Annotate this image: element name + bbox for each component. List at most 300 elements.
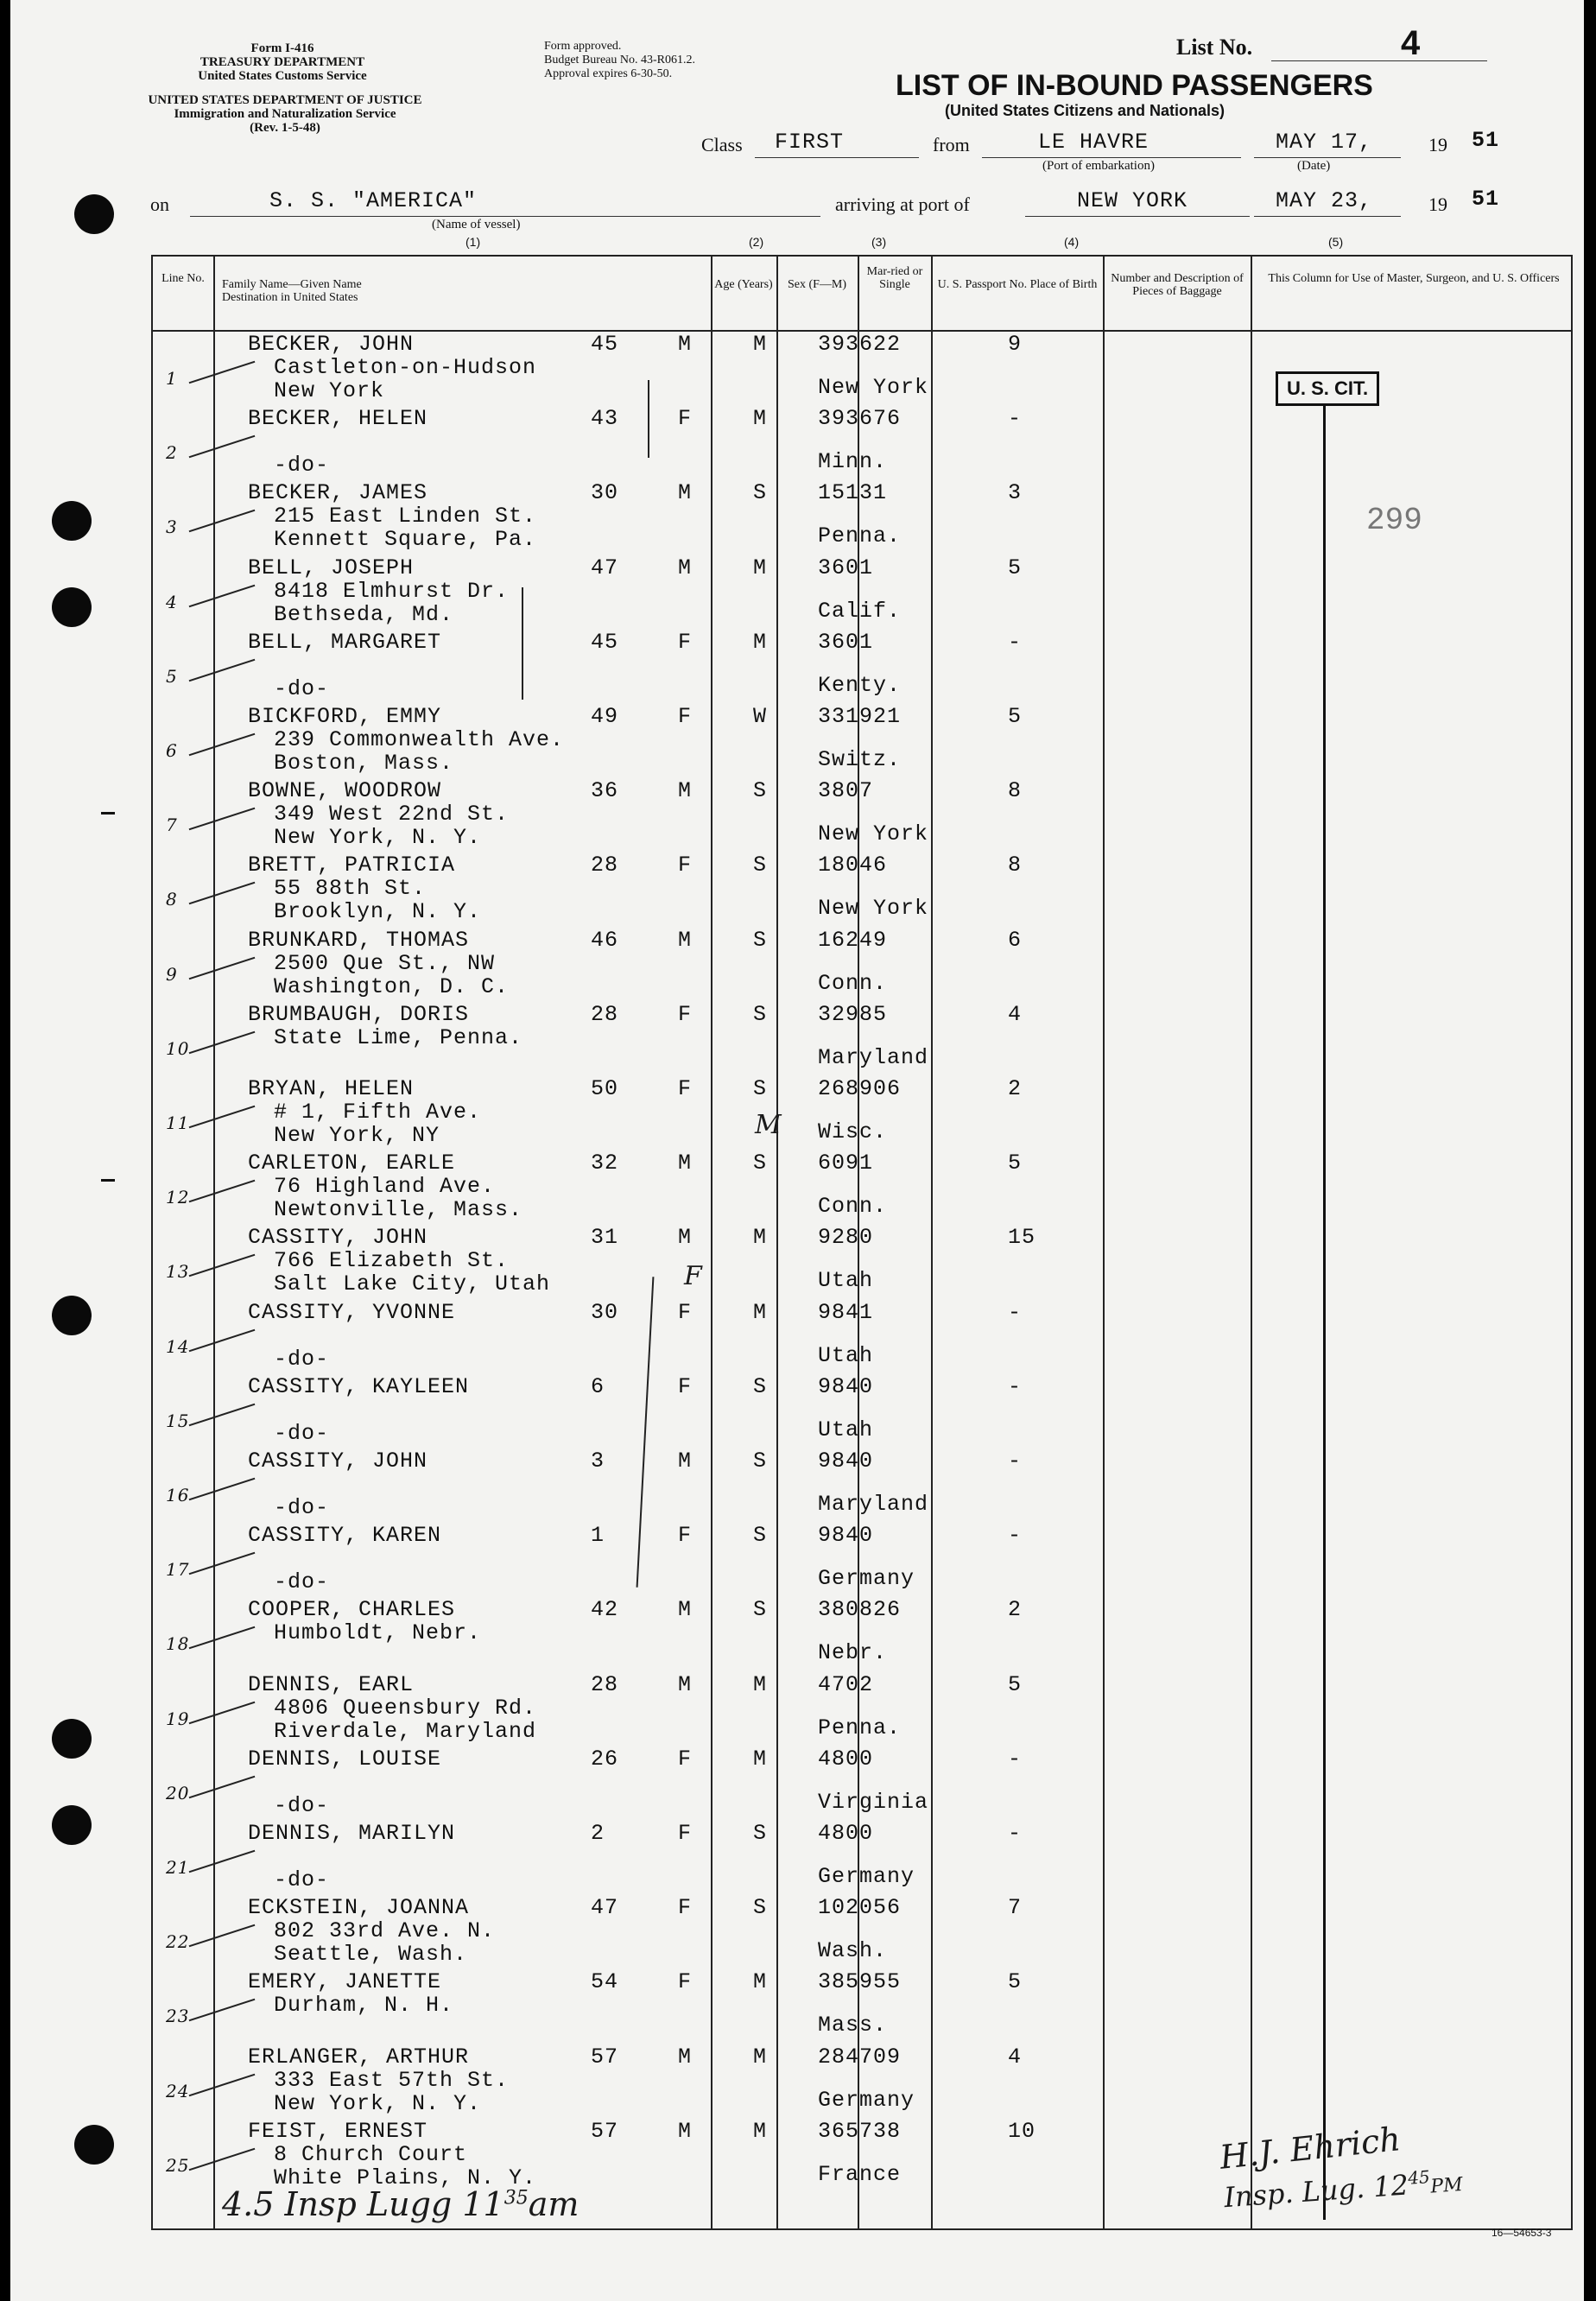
passenger-address-2: -do-	[274, 1420, 330, 1446]
baggage-count: 8	[1008, 853, 1023, 878]
baggage-count: -	[1008, 1448, 1023, 1474]
passenger-name: BELL, MARGARET	[248, 629, 442, 655]
punch-hole	[52, 1719, 92, 1759]
passenger-name: BECKER, HELEN	[248, 406, 428, 432]
passenger-sex: F	[678, 1523, 693, 1549]
vessel-caption: (Name of vessel)	[432, 218, 521, 231]
punch-hole	[52, 501, 92, 541]
passenger-marital-status: S	[753, 853, 768, 878]
passenger-sex: M	[678, 778, 693, 804]
vessel-name: S. S. "AMERICA"	[269, 188, 478, 213]
birth-place: Kenty.	[818, 672, 902, 698]
passenger-marital-status: M	[753, 1746, 768, 1772]
passenger-marital-status: S	[753, 1895, 768, 1921]
class-label: Class	[701, 134, 743, 155]
passenger-age: 2	[591, 1821, 605, 1846]
colnum-5: (5)	[1328, 235, 1344, 249]
passport-number: 9840	[818, 1523, 874, 1549]
passenger-address-2: New York	[274, 378, 385, 403]
birth-place: Calif.	[818, 598, 902, 624]
baggage-count: -	[1008, 406, 1023, 432]
passenger-address-1: 239 Commonwealth Ave.	[274, 727, 565, 752]
passport-number: 102056	[818, 1895, 902, 1921]
passenger-address-1: Durham, N. H.	[274, 1993, 454, 2019]
passenger-address-2: Seattle, Wash.	[274, 1942, 468, 1968]
passenger-age: 32	[591, 1150, 619, 1176]
passenger-age: 30	[591, 1299, 619, 1325]
passenger-name: COOPER, CHARLES	[248, 1597, 456, 1623]
passenger-age: 36	[591, 778, 619, 804]
passenger-address-1: 76 Highland Ave.	[274, 1174, 496, 1200]
page-subtitle: (United States Citizens and Nationals)	[945, 102, 1226, 119]
passport-number: 15131	[818, 480, 888, 506]
passenger-sex: M	[678, 927, 693, 953]
approval-expires: Approval expires 6-30-50.	[544, 67, 673, 80]
bottom-note-text: 4.5 Insp Lugg 11	[222, 2185, 504, 2223]
from-label: from	[933, 134, 970, 155]
passport-number: 393676	[818, 406, 902, 432]
passenger-name: BRUNKARD, THOMAS	[248, 927, 470, 953]
passenger-address-2: -do-	[274, 1867, 330, 1892]
passenger-address-1: 4806 Queensbury Rd.	[274, 1695, 537, 1721]
birth-place: Wash.	[818, 1938, 888, 1964]
passenger-marital-status: S	[753, 480, 768, 506]
passenger-age: 28	[591, 1671, 619, 1697]
passenger-address-2: Boston, Mass.	[274, 751, 454, 776]
passenger-age: 28	[591, 853, 619, 878]
punch-hole	[52, 1296, 92, 1335]
passenger-name: CASSITY, KAREN	[248, 1523, 442, 1549]
budget-bureau: Budget Bureau No. 43-R061.2.	[544, 54, 695, 67]
birth-place: Wisc.	[818, 1119, 888, 1144]
passenger-name: DENNIS, MARILYN	[248, 1821, 456, 1846]
passenger-age: 46	[591, 927, 619, 953]
passport-number: 4702	[818, 1671, 874, 1697]
punch-hole	[52, 587, 92, 627]
passenger-sex: M	[678, 480, 693, 506]
birth-place: Conn.	[818, 1194, 888, 1220]
birth-place: Nebr.	[818, 1640, 888, 1666]
passport-number: 9841	[818, 1299, 874, 1325]
passenger-name: CASSITY, JOHN	[248, 1448, 428, 1474]
colnum-1: (1)	[466, 235, 481, 249]
bottom-note-minutes: 35	[504, 2187, 529, 2209]
passenger-age: 45	[591, 629, 619, 655]
passport-number: 331921	[818, 704, 902, 729]
passenger-sex: F	[678, 1821, 693, 1846]
vessel-line	[190, 216, 820, 217]
passenger-age: 26	[591, 1746, 619, 1772]
passenger-name: ERLANGER, ARTHUR	[248, 2044, 470, 2070]
on-label: on	[150, 193, 169, 215]
line-number: 25	[166, 2154, 190, 2176]
passenger-address-1: 8 Church Court	[274, 2141, 468, 2167]
passenger-sex: F	[678, 1373, 693, 1399]
passenger-name: BICKFORD, EMMY	[248, 704, 442, 729]
baggage-count: 5	[1008, 704, 1023, 729]
passenger-sex: F	[678, 1076, 693, 1101]
passenger-age: 28	[591, 1001, 619, 1027]
hw-bracket	[522, 587, 523, 700]
baggage-count: 15	[1008, 1225, 1036, 1251]
line-number: 21	[166, 1857, 190, 1878]
baggage-count: -	[1008, 1373, 1023, 1399]
embark-year: 51	[1472, 128, 1500, 153]
passport-number: 4800	[818, 1746, 874, 1772]
passenger-age: 43	[591, 406, 619, 432]
us-citizen-stamp: U. S. CIT.	[1276, 371, 1379, 406]
line-number: 7	[166, 815, 178, 836]
passport-number: 16249	[818, 927, 888, 953]
passenger-age: 57	[591, 2118, 619, 2144]
passenger-sex: F	[678, 1746, 693, 1772]
passport-number: 6091	[818, 1150, 874, 1176]
passenger-sex: F	[678, 1299, 693, 1325]
passenger-age: 1	[591, 1523, 605, 1549]
col-divider	[931, 257, 933, 2228]
baggage-count: 7	[1008, 1895, 1023, 1921]
passport-number: 32985	[818, 1001, 888, 1027]
passenger-address-1: Castleton-on-Hudson	[274, 355, 537, 380]
passenger-sex: M	[678, 1597, 693, 1623]
passenger-marital-status: M	[753, 629, 768, 655]
passenger-address-2: -do-	[274, 675, 330, 701]
page-title: LIST OF IN-BOUND PASSENGERS	[896, 69, 1373, 102]
passenger-name: ECKSTEIN, JOANNA	[248, 1895, 470, 1921]
passenger-sex: F	[678, 853, 693, 878]
passport-number: 268906	[818, 1076, 902, 1101]
col-divider	[1103, 257, 1105, 2228]
form-approved: Form approved.	[544, 40, 622, 53]
arrival-date: MAY 23,	[1276, 188, 1373, 213]
passenger-marital-status: S	[753, 1373, 768, 1399]
embark-date-line	[1254, 157, 1401, 158]
passenger-address-2: -do-	[274, 1569, 330, 1595]
list-no-line	[1271, 60, 1487, 61]
passenger-age: 3	[591, 1448, 605, 1474]
passenger-sex: F	[678, 1895, 693, 1921]
baggage-count: 5	[1008, 1150, 1023, 1176]
line-number: 23	[166, 2006, 190, 2027]
passport-number: 393622	[818, 332, 902, 357]
arrival-year: 51	[1472, 187, 1500, 212]
passenger-sex: F	[678, 704, 693, 729]
passenger-marital-status: S	[753, 1150, 768, 1176]
hw-inspector-signature: H.J. Ehrich	[1218, 2120, 1403, 2177]
passenger-address-1: 333 East 57th St.	[274, 2067, 510, 2093]
passenger-age: 50	[591, 1076, 619, 1101]
inspector-time-text: Insp. Lug. 12	[1223, 2168, 1410, 2215]
passenger-sex: M	[678, 555, 693, 580]
baggage-count: 10	[1008, 2118, 1036, 2144]
margin-tick	[101, 1179, 115, 1182]
embark-date: MAY 17,	[1276, 130, 1373, 155]
passport-number: 9280	[818, 1225, 874, 1251]
passport-number: 284709	[818, 2044, 902, 2070]
line-number: 12	[166, 1187, 190, 1208]
col-header-officers: This Column for Use of Master, Surgeon, and U. S. Officers	[1268, 272, 1560, 285]
line-number: 9	[166, 963, 178, 985]
passenger-name: EMERY, JANETTE	[248, 1969, 442, 1995]
baggage-count: -	[1008, 1821, 1023, 1846]
birth-place: Germany	[818, 2087, 915, 2113]
passenger-address-1: 349 West 22nd St.	[274, 802, 510, 827]
baggage-count: -	[1008, 1523, 1023, 1549]
line-number: 18	[166, 1633, 190, 1655]
birth-place: Virginia	[818, 1789, 929, 1815]
birth-place: New York	[818, 375, 929, 400]
passenger-address-2: -do-	[274, 453, 330, 479]
passenger-name: CASSITY, KAYLEEN	[248, 1373, 470, 1399]
passenger-address-2: Newtonville, Mass.	[274, 1197, 523, 1223]
col-divider	[711, 257, 712, 2228]
birth-place: France	[818, 2161, 902, 2187]
passenger-marital-status: W	[753, 704, 768, 729]
passenger-age: 47	[591, 555, 619, 580]
hw-sex-correction: F	[684, 1261, 702, 1291]
passenger-address-2: Kennett Square, Pa.	[274, 527, 537, 553]
colnum-4: (4)	[1064, 235, 1080, 249]
line-number: 15	[166, 1410, 190, 1431]
col-divider	[213, 257, 215, 2228]
form-header-agencies	[140, 41, 425, 83]
passenger-address-2: White Plains, N. Y.	[274, 2165, 537, 2190]
year-prefix: 19	[1428, 134, 1447, 155]
passenger-marital-status: S	[753, 1523, 768, 1549]
passenger-address-2: New York, N. Y.	[274, 825, 482, 851]
passport-number: 9840	[818, 1448, 874, 1474]
passport-number: 18046	[818, 853, 888, 878]
date-caption: (Date)	[1297, 159, 1331, 173]
passenger-name: BRETT, PATRICIA	[248, 853, 456, 878]
passenger-marital-status: M	[753, 406, 768, 432]
birth-place: Switz.	[818, 747, 902, 772]
class-line	[755, 157, 919, 158]
passenger-marital-status: S	[753, 1821, 768, 1846]
col-divider	[776, 257, 778, 2228]
passenger-marital-status: M	[753, 2118, 768, 2144]
passenger-marital-status: M	[753, 332, 768, 357]
passenger-address-1: 2500 Que St., NW	[274, 950, 496, 976]
passenger-sex: M	[678, 1671, 693, 1697]
col-header-passport: U. S. Passport No. Place of Birth	[937, 278, 1098, 291]
punch-hole	[74, 2125, 114, 2165]
passenger-address-1: 802 33rd Ave. N.	[274, 1918, 496, 1944]
form-number: Form I-416	[250, 41, 314, 55]
margin-tick	[101, 812, 115, 815]
line-number: 4	[166, 591, 178, 612]
line-number: 2	[166, 442, 178, 464]
birth-place: Germany	[818, 1566, 915, 1592]
passenger-address-2: Bethseda, Md.	[274, 601, 454, 627]
passenger-name: CASSITY, YVONNE	[248, 1299, 456, 1325]
passenger-name: DENNIS, EARL	[248, 1671, 415, 1697]
passport-number: 380826	[818, 1597, 902, 1623]
from-value: LE HAVRE	[1038, 130, 1150, 155]
baggage-count: 6	[1008, 927, 1023, 953]
passenger-address-2: -do-	[274, 1792, 330, 1818]
line-number: 19	[166, 1708, 190, 1729]
passenger-address-1: 55 88th St.	[274, 876, 427, 902]
treasury-dept: TREASURY DEPARTMENT	[200, 55, 365, 69]
line-number: 24	[166, 2080, 190, 2101]
col-header-line: Line No.	[162, 272, 205, 285]
birth-place: New York	[818, 821, 929, 847]
passenger-age: 6	[591, 1373, 605, 1399]
year-prefix-2: 19	[1428, 193, 1447, 215]
passenger-name: BRYAN, HELEN	[248, 1076, 415, 1101]
passenger-age: 49	[591, 704, 619, 729]
passenger-marital-status: S	[753, 1597, 768, 1623]
passenger-name: DENNIS, LOUISE	[248, 1746, 442, 1772]
bottom-note-suffix: am	[528, 2185, 580, 2223]
passenger-sex: F	[678, 629, 693, 655]
passenger-age: 45	[591, 332, 619, 357]
class-value: FIRST	[775, 130, 845, 155]
passenger-address-1: Humboldt, Nebr.	[274, 1620, 482, 1646]
baggage-count: 5	[1008, 555, 1023, 580]
stamp-number: 299	[1366, 503, 1422, 538]
passenger-name: BOWNE, WOODROW	[248, 778, 442, 804]
arriving-label: arriving at port of	[835, 193, 970, 215]
baggage-count: 3	[1008, 480, 1023, 506]
baggage-count: 5	[1008, 1969, 1023, 1995]
passenger-address-2: -do-	[274, 1495, 330, 1520]
passenger-name: BECKER, JAMES	[248, 480, 428, 506]
passport-number: 365738	[818, 2118, 902, 2144]
passenger-sex: F	[678, 1969, 693, 1995]
passenger-marital-status: S	[753, 1448, 768, 1474]
line-number: 14	[166, 1335, 190, 1357]
passport-number: 9840	[818, 1373, 874, 1399]
passenger-name: FEIST, ERNEST	[248, 2118, 428, 2144]
passenger-sex: M	[678, 2044, 693, 2070]
passenger-address-2: -do-	[274, 1346, 330, 1372]
passenger-sex: M	[678, 1225, 693, 1251]
line-number: 20	[166, 1782, 190, 1803]
passenger-age: 31	[591, 1225, 619, 1251]
list-no-value: 4	[1401, 24, 1421, 62]
justice-dept: UNITED STATES DEPARTMENT OF JUSTICE	[148, 93, 422, 107]
passenger-address-2: New York, N. Y.	[274, 2090, 482, 2116]
passenger-marital-status: M	[753, 1225, 768, 1251]
passenger-sex: M	[678, 1150, 693, 1176]
document-page	[10, 0, 1584, 2301]
birth-place: Conn.	[818, 970, 888, 996]
birth-place: Maryland	[818, 1044, 929, 1070]
footer-code: 16—54653-3	[1492, 2227, 1552, 2239]
colnum-3: (3)	[871, 235, 887, 249]
col-header-sex: Sex (F—M)	[787, 278, 847, 291]
passenger-name: BELL, JOSEPH	[248, 555, 415, 580]
passenger-address-2: Riverdale, Maryland	[274, 1718, 537, 1744]
line-number: 17	[166, 1559, 190, 1581]
passenger-name: BRUMBAUGH, DORIS	[248, 1001, 470, 1027]
passenger-address-1: # 1, Fifth Ave.	[274, 1100, 482, 1125]
line-number: 3	[166, 517, 178, 538]
line-number: 13	[166, 1261, 190, 1283]
col-header-married: Mar-ried or Single	[866, 265, 923, 291]
passenger-address-2: Brooklyn, N. Y.	[274, 899, 482, 925]
passport-number: 4800	[818, 1821, 874, 1846]
birth-place: Utah	[818, 1268, 874, 1294]
birth-place: Penna.	[818, 1715, 902, 1740]
passenger-address-1: 215 East Linden St.	[274, 504, 537, 529]
birth-place: Mass.	[818, 2013, 888, 2038]
colnum-2: (2)	[749, 235, 764, 249]
passenger-marital-status: S	[753, 1076, 768, 1101]
passport-number: 3601	[818, 555, 874, 580]
line-number: 22	[166, 1931, 190, 1953]
customs-service: United States Customs Service	[198, 69, 367, 83]
baggage-count: -	[1008, 1746, 1023, 1772]
passenger-address-2: New York, NY	[274, 1123, 440, 1148]
from-line	[982, 157, 1241, 158]
line-number: 1	[166, 368, 178, 389]
arrival-port: NEW YORK	[1077, 188, 1188, 213]
passport-number: 3807	[818, 778, 874, 804]
baggage-count: 2	[1008, 1076, 1023, 1101]
birth-place: Maryland	[818, 1492, 929, 1517]
passport-number: 3601	[818, 629, 874, 655]
line-number: 5	[166, 665, 178, 687]
line-number: 6	[166, 740, 178, 761]
passenger-address-1: State Lime, Penna.	[274, 1024, 523, 1050]
passenger-name: BECKER, JOHN	[248, 332, 415, 357]
list-no-label: List No.	[1176, 35, 1253, 60]
line-number: 16	[166, 1485, 190, 1505]
line-number: 11	[166, 1112, 190, 1133]
birth-place: Minn.	[818, 449, 888, 475]
stamp-leader-line	[1323, 406, 1326, 2220]
punch-hole	[52, 1805, 92, 1845]
passenger-sex: M	[678, 332, 693, 357]
passenger-address-1: 766 Elizabeth St.	[274, 1248, 510, 1274]
col-header-name: Family Name—Given Name Destination in United States	[222, 278, 362, 304]
col-header-age: Age (Years)	[714, 278, 773, 291]
passenger-address-2: Washington, D. C.	[274, 973, 510, 999]
arrival-port-line	[1025, 216, 1250, 217]
col-divider	[1251, 257, 1252, 2228]
passenger-marital-status: S	[753, 927, 768, 953]
arrival-date-line	[1254, 216, 1401, 217]
passenger-marital-status: M	[753, 1969, 768, 1995]
hw-marital-correction: M	[755, 1110, 782, 1140]
passenger-sex: F	[678, 1001, 693, 1027]
baggage-count: -	[1008, 1299, 1023, 1325]
inspector-time-suffix: PM	[1429, 2174, 1464, 2198]
baggage-count: 2	[1008, 1597, 1023, 1623]
port-embarkation-caption: (Port of embarkation)	[1042, 159, 1155, 173]
hw-bottom-note	[222, 2185, 579, 2223]
passenger-age: 47	[591, 1895, 619, 1921]
passenger-sex: F	[678, 406, 693, 432]
hw-bracket	[648, 380, 649, 458]
passenger-age: 30	[591, 480, 619, 506]
passenger-name: CASSITY, JOHN	[248, 1225, 428, 1251]
birth-place: Utah	[818, 1417, 874, 1442]
baggage-count: 9	[1008, 332, 1023, 357]
passport-number: 385955	[818, 1969, 902, 1995]
baggage-count: 4	[1008, 2044, 1023, 2070]
passenger-address-2: Salt Lake City, Utah	[274, 1271, 551, 1297]
passenger-sex: M	[678, 2118, 693, 2144]
passenger-marital-status: M	[753, 2044, 768, 2070]
passenger-sex: M	[678, 1448, 693, 1474]
birth-place: New York	[818, 896, 929, 922]
passenger-age: 57	[591, 2044, 619, 2070]
baggage-count: 8	[1008, 778, 1023, 804]
